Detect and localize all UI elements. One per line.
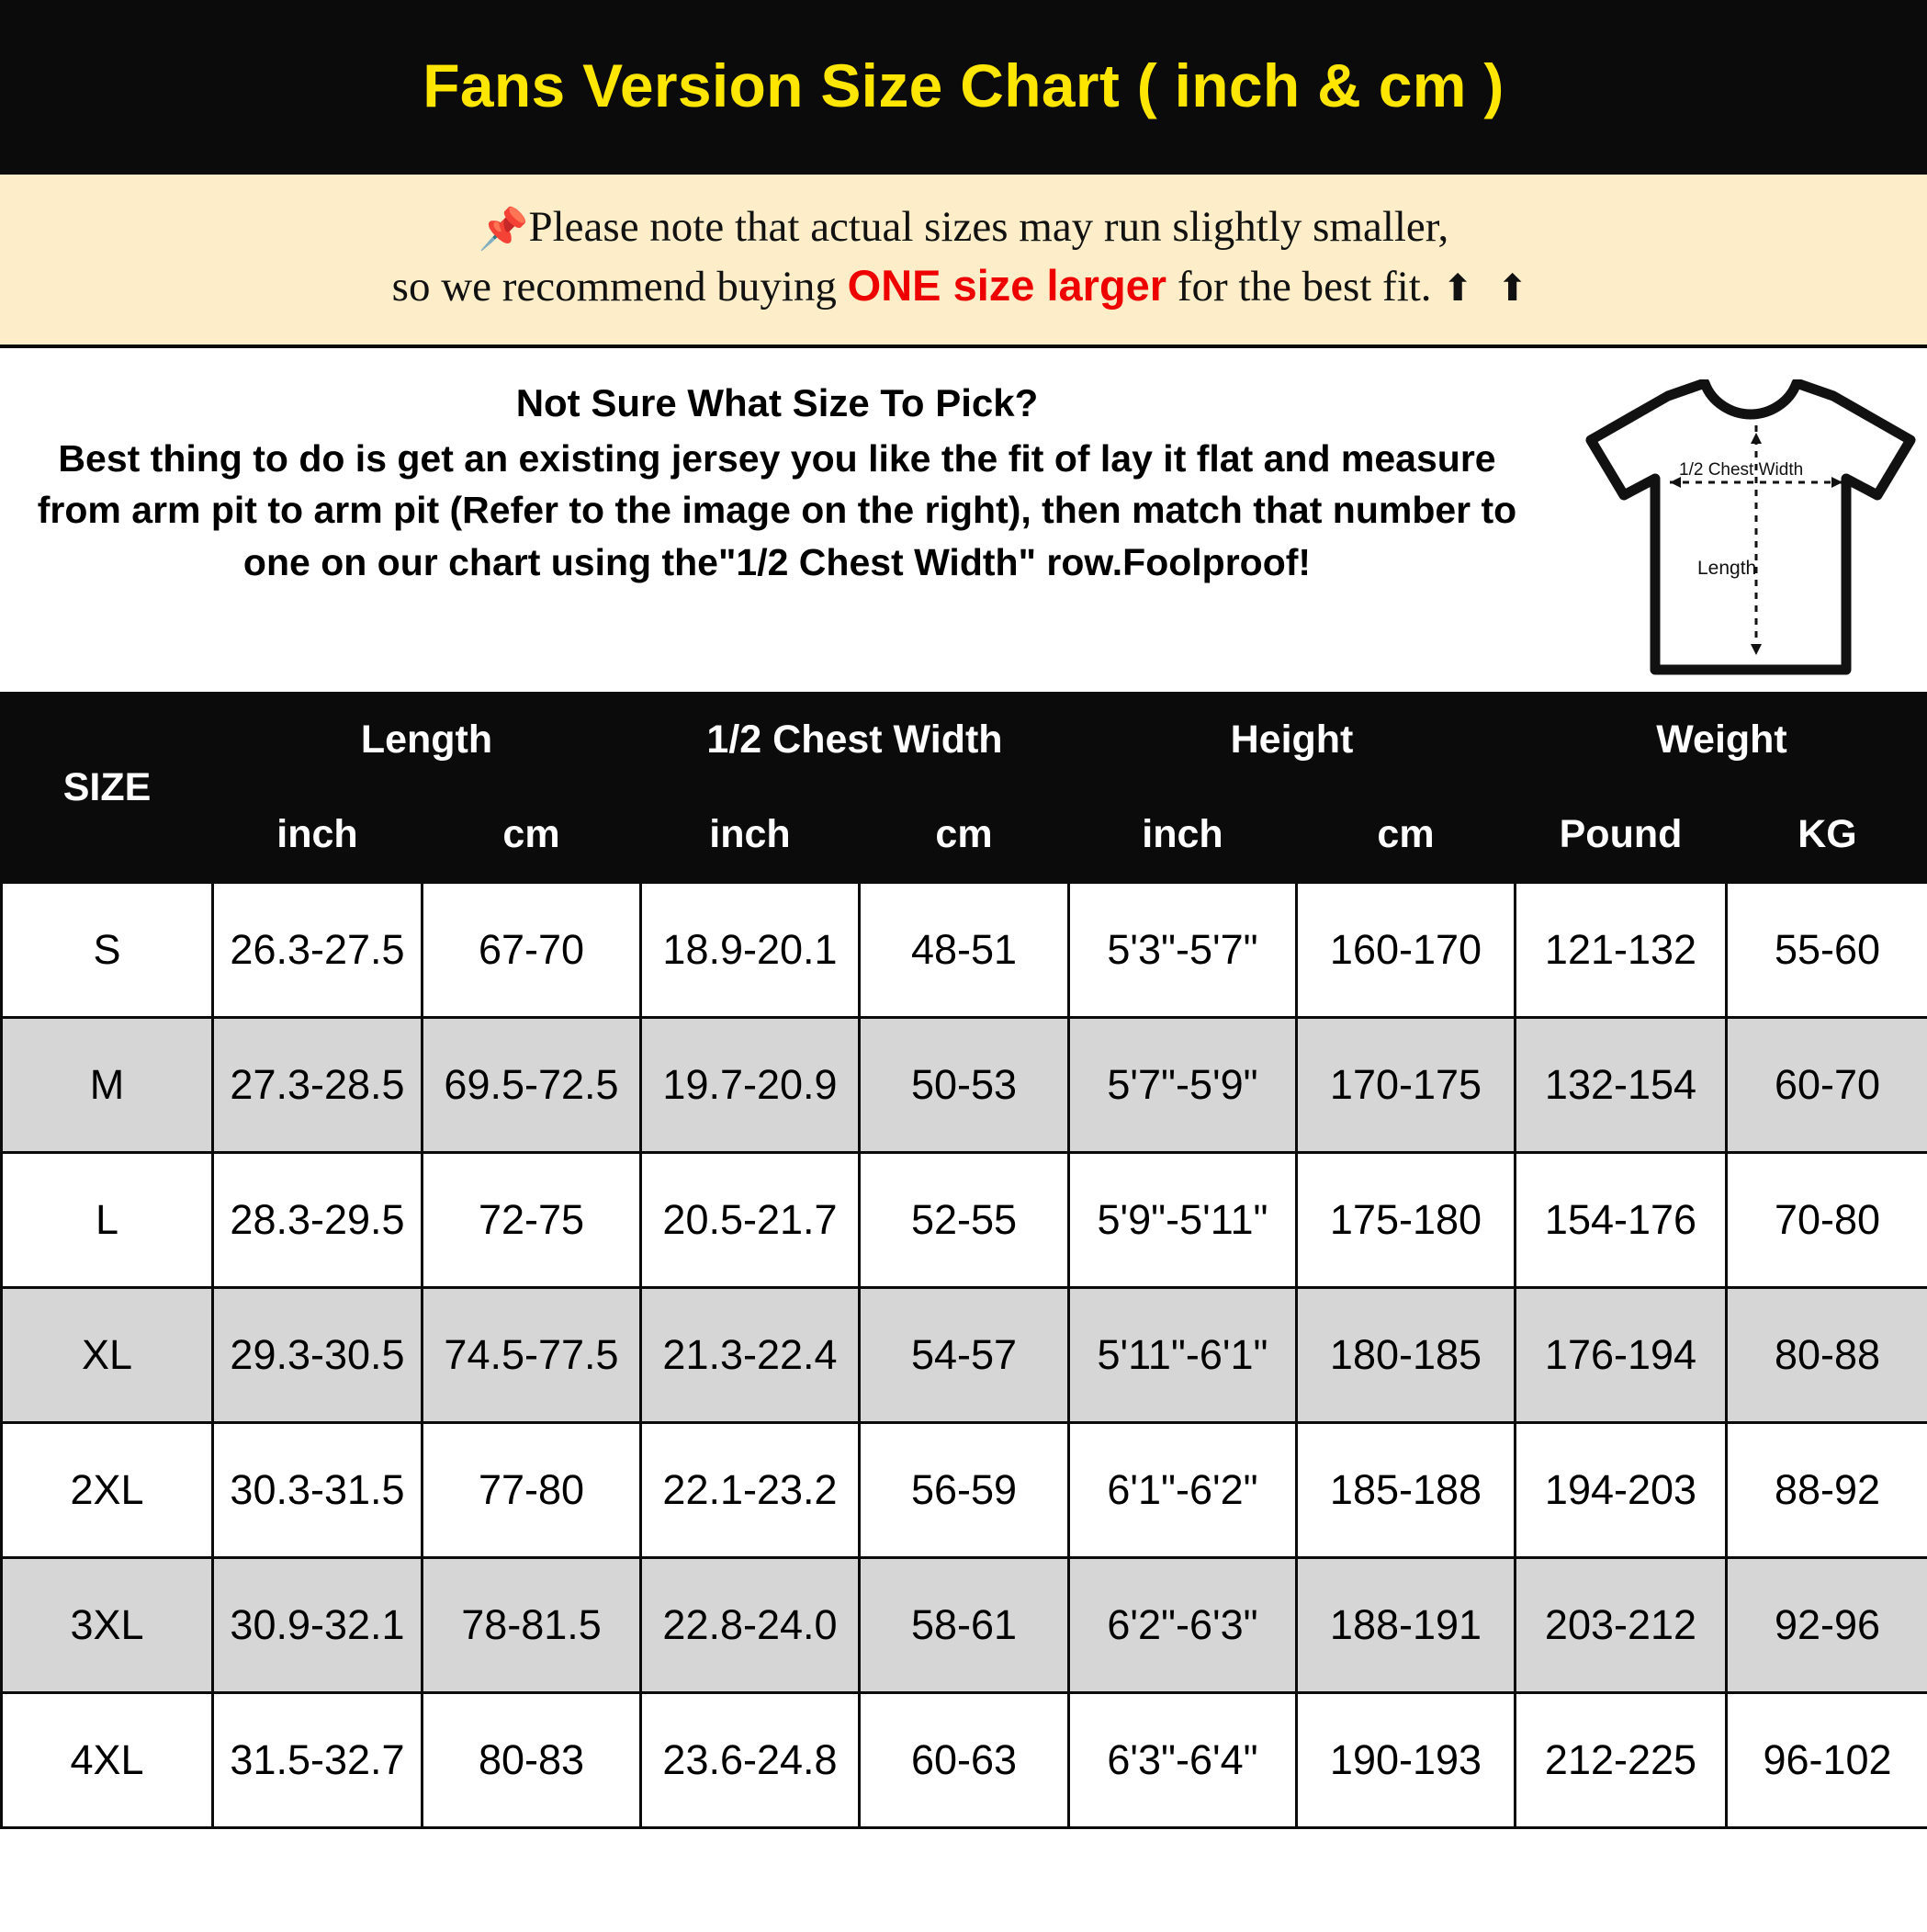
subheader-length-inch: inch (213, 787, 423, 882)
cell-height-cm: 188-191 (1297, 1557, 1516, 1692)
advice-heading: Not Sure What Size To Pick? (515, 380, 1039, 424)
cell-weight-pound: 194-203 (1516, 1422, 1727, 1557)
cell-weight-pound: 132-154 (1516, 1017, 1727, 1152)
cell-height-cm: 160-170 (1297, 882, 1516, 1017)
cell-size: L (2, 1152, 213, 1287)
cell-weight-pound: 121-132 (1516, 882, 1727, 1017)
title-bar (0, 0, 1927, 171)
cell-length-inch: 26.3-27.5 (213, 882, 423, 1017)
note-text-1: Please note that actual sizes may run slightly smaller, (528, 203, 1449, 251)
cell-chest-inch: 21.3-22.4 (641, 1287, 860, 1422)
cell-length-inch: 30.3-31.5 (213, 1422, 423, 1557)
cell-height-cm: 190-193 (1297, 1692, 1516, 1827)
cell-height-cm: 170-175 (1297, 1017, 1516, 1152)
cell-weight-kg: 92-96 (1727, 1557, 1927, 1692)
cell-chest-cm: 48-51 (860, 882, 1069, 1017)
tshirt-icon (1550, 379, 1918, 683)
table-sub-header-row (2, 787, 1927, 882)
cell-chest-inch: 22.1-23.2 (641, 1422, 860, 1557)
subheader-height-inch: inch (1069, 787, 1297, 882)
cell-height-inch: 5'9"-5'11" (1069, 1152, 1297, 1287)
table-row (2, 882, 1927, 1017)
cell-weight-pound: 176-194 (1516, 1287, 1727, 1422)
note-emphasis: ONE size larger (847, 261, 1167, 311)
cell-length-cm: 77-80 (423, 1422, 641, 1557)
cell-length-cm: 74.5-77.5 (423, 1287, 641, 1422)
cell-chest-cm: 54-57 (860, 1287, 1069, 1422)
cell-chest-inch: 22.8-24.0 (641, 1557, 860, 1692)
table-row (2, 1152, 1927, 1287)
tshirt-chest-label: 1/2 Chest Width (1679, 459, 1804, 480)
subheader-chest-cm: cm (860, 787, 1069, 882)
subheader-weight-pound: Pound (1516, 787, 1727, 882)
cell-weight-kg: 80-88 (1727, 1287, 1927, 1422)
header-size: SIZE (2, 693, 213, 882)
cell-weight-kg: 55-60 (1727, 882, 1927, 1017)
cell-size: 2XL (2, 1422, 213, 1557)
cell-height-cm: 180-185 (1297, 1287, 1516, 1422)
header-height: Height (1069, 693, 1516, 787)
table-row (2, 1692, 1927, 1827)
cell-length-cm: 67-70 (423, 882, 641, 1017)
advice-body: Best thing to do is get an existing jersey you like the fit of lay it flat and measure from arm pit to arm pit (Refer to the image on the right), then match that number to one on our chart using the"1/2 Chest Width" row.Foolproof! (37, 436, 1517, 584)
cell-chest-cm: 58-61 (860, 1557, 1069, 1692)
advice-text (0, 372, 1541, 589)
cell-weight-pound: 203-212 (1516, 1557, 1727, 1692)
cell-height-cm: 175-180 (1297, 1152, 1516, 1287)
note-text-2-after: for the best fit. (1166, 263, 1443, 311)
header-chest-width: 1/2 Chest Width (641, 693, 1069, 787)
table-row (2, 1557, 1927, 1692)
cell-length-cm: 78-81.5 (423, 1557, 641, 1692)
cell-weight-pound: 212-225 (1516, 1692, 1727, 1827)
cell-chest-inch: 20.5-21.7 (641, 1152, 860, 1287)
cell-height-inch: 5'7"-5'9" (1069, 1017, 1297, 1152)
cell-chest-inch: 19.7-20.9 (641, 1017, 860, 1152)
cell-chest-cm: 56-59 (860, 1422, 1069, 1557)
note-band (0, 171, 1927, 348)
cell-weight-pound: 154-176 (1516, 1152, 1727, 1287)
size-table (0, 692, 1927, 1829)
cell-size: M (2, 1017, 213, 1152)
table-row (2, 1287, 1927, 1422)
cell-weight-kg: 60-70 (1727, 1017, 1927, 1152)
header-weight: Weight (1516, 693, 1927, 787)
table-group-header-row (2, 693, 1927, 787)
cell-chest-inch: 23.6-24.8 (641, 1692, 860, 1827)
cell-length-inch: 27.3-28.5 (213, 1017, 423, 1152)
tshirt-diagram (1541, 372, 1927, 683)
note-line-1 (18, 198, 1909, 256)
cell-length-inch: 30.9-32.1 (213, 1557, 423, 1692)
cell-height-cm: 185-188 (1297, 1422, 1516, 1557)
page-title: Fans Version Size Chart ( inch & cm ) (423, 51, 1504, 119)
cell-height-inch: 5'11"-6'1" (1069, 1287, 1297, 1422)
subheader-height-cm: cm (1297, 787, 1516, 882)
subheader-weight-kg: KG (1727, 787, 1927, 882)
table-body (2, 882, 1927, 1827)
cell-weight-kg: 70-80 (1727, 1152, 1927, 1287)
up-arrows-icon: ⬆ ⬆ (1442, 267, 1536, 310)
cell-height-inch: 6'1"-6'2" (1069, 1422, 1297, 1557)
cell-chest-cm: 50-53 (860, 1017, 1069, 1152)
cell-length-inch: 29.3-30.5 (213, 1287, 423, 1422)
table-row (2, 1017, 1927, 1152)
cell-chest-cm: 52-55 (860, 1152, 1069, 1287)
header-length: Length (213, 693, 641, 787)
note-text-2-before: so we recommend buying (391, 263, 848, 311)
cell-chest-inch: 18.9-20.1 (641, 882, 860, 1017)
cell-weight-kg: 88-92 (1727, 1422, 1927, 1557)
cell-length-inch: 28.3-29.5 (213, 1152, 423, 1287)
table-row (2, 1422, 1927, 1557)
cell-size: XL (2, 1287, 213, 1422)
advice-section (0, 348, 1927, 692)
cell-length-cm: 72-75 (423, 1152, 641, 1287)
table-head (2, 693, 1927, 882)
cell-length-cm: 80-83 (423, 1692, 641, 1827)
tshirt-length-label: Length (1697, 557, 1757, 579)
cell-height-inch: 6'2"-6'3" (1069, 1557, 1297, 1692)
cell-size: 3XL (2, 1557, 213, 1692)
cell-length-inch: 31.5-32.7 (213, 1692, 423, 1827)
pushpin-icon: 📌 (478, 207, 529, 252)
subheader-length-cm: cm (423, 787, 641, 882)
cell-weight-kg: 96-102 (1727, 1692, 1927, 1827)
cell-size: S (2, 882, 213, 1017)
cell-length-cm: 69.5-72.5 (423, 1017, 641, 1152)
subheader-chest-inch: inch (641, 787, 860, 882)
note-line-2 (18, 256, 1909, 316)
cell-height-inch: 6'3"-6'4" (1069, 1692, 1297, 1827)
cell-chest-cm: 60-63 (860, 1692, 1069, 1827)
cell-height-inch: 5'3"-5'7" (1069, 882, 1297, 1017)
cell-size: 4XL (2, 1692, 213, 1827)
